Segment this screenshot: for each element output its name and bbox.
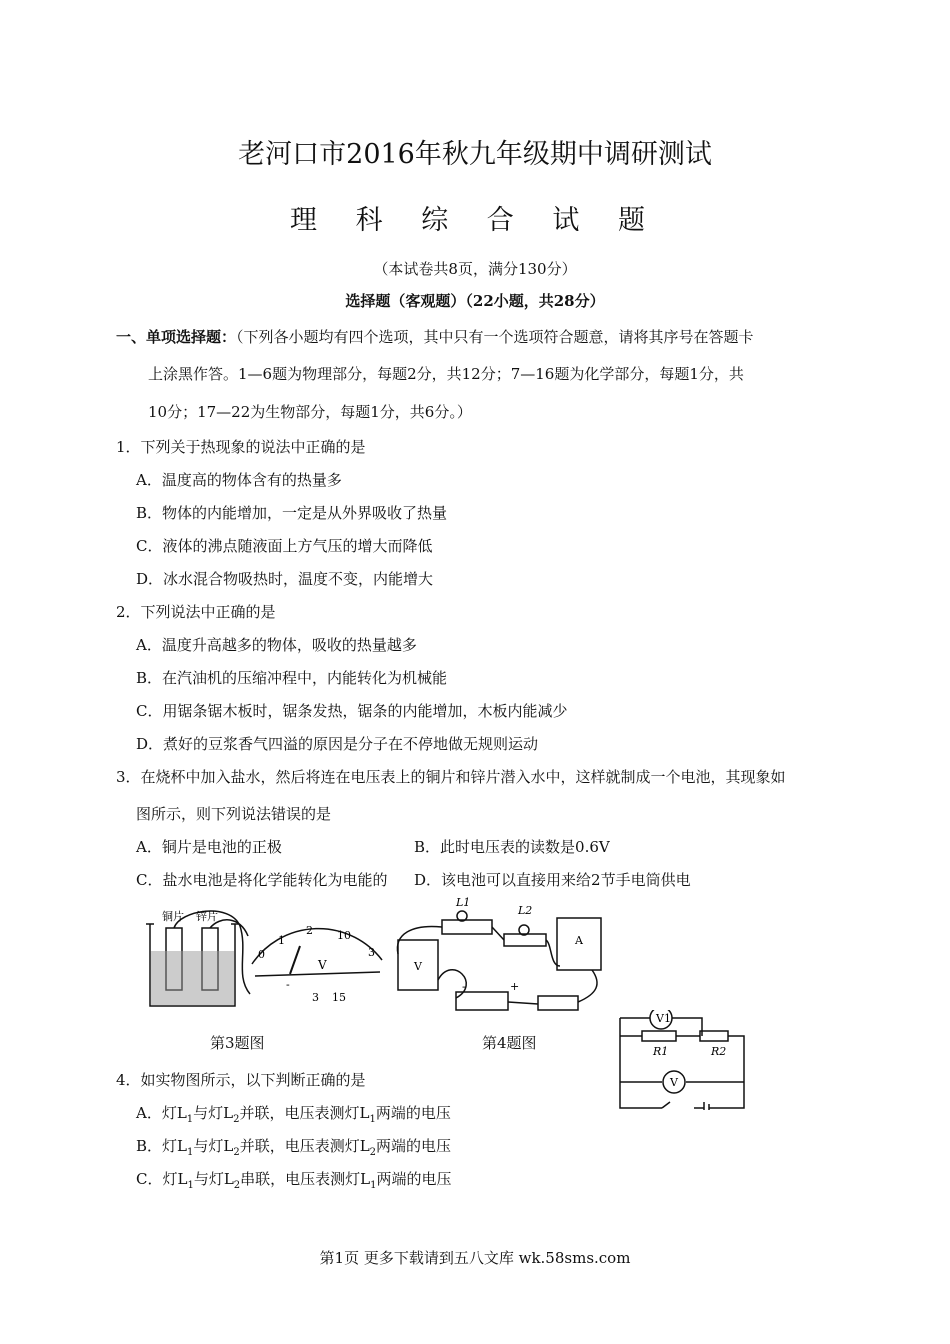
q4a-sub2: 2 — [233, 1114, 240, 1125]
question-2-option-d: D．煮好的豆浆香气四溢的原因是分子在不停地做无规则运动 — [136, 735, 539, 753]
fig5-r2-label: R2 — [711, 1045, 727, 1058]
figure-3-caption: 第3题图 — [210, 1034, 265, 1052]
figure-3-battery-diagram — [140, 906, 390, 1016]
q4b-sub2: 2 — [233, 1147, 240, 1158]
fig3-term-minus: - — [286, 978, 290, 991]
q4c-part1: C．灯L — [136, 1170, 188, 1188]
q4b-part1: B．灯L — [136, 1137, 187, 1155]
fig3-tick-10: 10 — [337, 929, 351, 942]
fig3-term-3: 3 — [312, 991, 319, 1004]
question-3-stem: 3．在烧杯中加入盐水，然后将连在电压表上的铜片和锌片潜入水中，这样就制成一个电池，其现象如 — [116, 768, 786, 786]
fig3-term-15: 15 — [332, 991, 346, 1004]
q4b-sub1: 1 — [186, 1147, 194, 1158]
q4a-sub3: 1 — [369, 1114, 376, 1125]
fig3-tick-2: 2 — [306, 924, 313, 937]
fig4-plus-label: + — [510, 980, 520, 993]
fig4-ammeter-label: A — [575, 934, 583, 947]
exam-note: （本试卷共8页，满分130分） — [373, 260, 577, 278]
fig3-tick-3: 3 — [368, 946, 375, 959]
instructions-text-1: （下列各小题均有四个选项，其中只有一个选项符合题意，请将其序号在答题卡 — [236, 328, 754, 346]
question-1-stem: 1．下列关于热现象的说法中正确的是 — [116, 438, 366, 456]
fig4-l1-label: L1 — [456, 896, 471, 909]
q4b-part2: 与灯L — [193, 1137, 234, 1155]
page-footer: 第1页 更多下载请到五八文库 wk.58sms.com — [319, 1249, 631, 1267]
q4c-part2: 与灯L — [193, 1170, 234, 1188]
q4c-sub1: 1 — [187, 1180, 194, 1191]
fig3-copper-label: 铜片 — [162, 910, 184, 923]
question-1-option-a: A．温度高的物体含有的热量多 — [136, 471, 342, 489]
question-1-option-b: B．物体的内能增加，一定是从外界吸收了热量 — [136, 504, 448, 522]
question-3-stem-continued: 图所示，则下列说法错误的是 — [136, 805, 332, 823]
section-instructions-line1 — [116, 326, 754, 347]
question-4-option-a — [136, 1102, 451, 1125]
section-heading — [0, 290, 950, 311]
fig4-voltmeter-label: V — [414, 960, 422, 973]
section-label: 一、单项选择题： — [116, 328, 237, 346]
fig5-r1-label: R1 — [653, 1045, 669, 1058]
fig4-l2-label: L2 — [518, 904, 533, 917]
question-3-option-d: D．该电池可以直接用来给2节手电筒供电 — [414, 871, 691, 889]
question-2-option-b: B．在汽油机的压缩冲程中，内能转化为机械能 — [136, 669, 448, 687]
question-3-option-a: A．铜片是电池的正极 — [136, 838, 282, 856]
fig3-tick-1: 1 — [278, 934, 285, 947]
instructions-text-2: 上涂黑作答。1—6题为物理部分，每题2分，共12分；7—16题为化学部分，每题1分，共 — [148, 365, 744, 383]
q4c-part3: 串联，电压表测灯L — [240, 1170, 371, 1188]
figure-5-schematic — [612, 1010, 752, 1110]
question-3-option-c: C．盐水电池是将化学能转化为电能的 — [136, 871, 388, 889]
q4a-part4: 两端的电压 — [375, 1104, 451, 1122]
q4a-part3: 并联，电压表测灯L — [239, 1104, 370, 1122]
q4c-sub2: 2 — [233, 1180, 241, 1191]
q4b-part3: 并联，电压表测灯L — [239, 1137, 370, 1155]
instructions-text-3: 10分；17—22为生物部分，每题1分，共6分。） — [148, 403, 472, 421]
q4c-part4: 两端的电压 — [376, 1170, 452, 1188]
question-4-option-b — [136, 1135, 451, 1158]
fig4-minus-label: - — [462, 980, 466, 993]
figure-4-caption: 第4题图 — [482, 1034, 537, 1052]
question-1-option-d: D．冰水混合物吸热时，温度不变，内能增大 — [136, 570, 434, 588]
fig3-meter-v: V — [318, 958, 327, 972]
q4b-sub3: 2 — [369, 1147, 377, 1158]
q4a-part2: 与灯L — [193, 1104, 234, 1122]
section-heading-text: 选择题（客观题）（22小题，共28分） — [345, 292, 605, 310]
fig3-zinc-label: 锌片 — [196, 910, 218, 923]
fig5-v1-label: V1 — [656, 1012, 671, 1025]
q4a-part1: A．灯L — [136, 1104, 187, 1122]
question-2-option-a: A．温度升高越多的物体，吸收的热量越多 — [136, 636, 417, 654]
fig3-tick-0: 0 — [258, 948, 265, 961]
question-4-stem: 4．如实物图所示，以下判断正确的是 — [116, 1071, 366, 1089]
question-4-option-c — [136, 1168, 452, 1191]
question-3-option-b: B．此时电压表的读数是0.6V — [414, 838, 610, 856]
page-title: 老河口市2016年秋九年级期中调研测试 — [238, 139, 712, 170]
question-1-option-c: C．液体的沸点随液面上方气压的增大而降低 — [136, 537, 433, 555]
question-2-option-c: C．用锯条锯木板时，锯条发热，锯条的内能增加，木板内能减少 — [136, 702, 568, 720]
q4c-sub3: 1 — [370, 1180, 377, 1191]
question-2-stem: 2．下列说法中正确的是 — [116, 603, 276, 621]
q4a-sub1: 1 — [186, 1114, 194, 1125]
q4b-part4: 两端的电压 — [376, 1137, 452, 1155]
figure-4-circuit-diagram — [392, 894, 610, 1024]
fig5-v-label: V — [670, 1076, 678, 1089]
page-subtitle: 理 科 综 合 试 题 — [290, 205, 660, 236]
